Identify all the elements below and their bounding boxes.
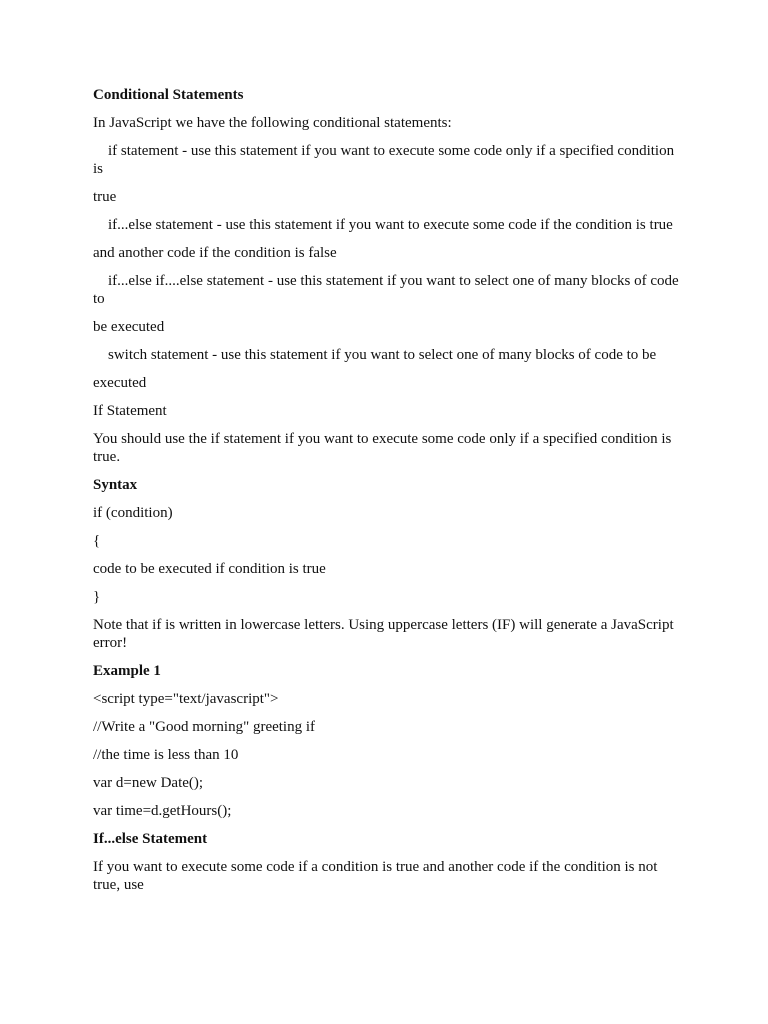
heading-conditional-statements: Conditional Statements xyxy=(93,87,244,103)
heading-if-else-statement: If...else Statement xyxy=(93,831,208,847)
heading-example-1: Example 1 xyxy=(93,663,161,679)
code-line: //Write a "Good morning" greeting if xyxy=(93,719,316,735)
if-statement-description: if statement - use this statement if you want to execute some code only if a specified condition is xyxy=(93,143,678,177)
intro-text: In JavaScript we have the following conditional statements: xyxy=(93,115,452,131)
document-page xyxy=(93,86,683,904)
code-line: <script type="text/javascript"> xyxy=(93,691,279,707)
switch-description-cont: executed xyxy=(93,375,147,391)
if-statement-usage: You should use the if statement if you want to execute some code only if a specified condition is true. xyxy=(93,431,676,465)
code-line: code to be executed if condition is true xyxy=(93,561,326,577)
if-else-if-description: if...else if....else statement - use this statement if you want to select one of many blocks of code to xyxy=(93,273,683,307)
heading-syntax: Syntax xyxy=(93,477,138,493)
code-line: { xyxy=(93,533,101,549)
if-statement-title: If Statement xyxy=(93,403,167,419)
code-line: } xyxy=(93,589,101,605)
code-line: //the time is less than 10 xyxy=(93,747,239,763)
lowercase-note: Note that if is written in lowercase letters. Using uppercase letters (IF) will generate a JavaScript error! xyxy=(93,617,678,651)
if-statement-description-cont: true xyxy=(93,189,117,205)
code-line: var d=new Date(); xyxy=(93,775,204,791)
if-else-if-description-cont: be executed xyxy=(93,319,165,335)
code-line: if (condition) xyxy=(93,505,173,521)
switch-description: switch statement - use this statement if you want to select one of many blocks of code to be xyxy=(93,347,657,363)
if-else-description: if...else statement - use this statement if you want to execute some code if the condition is true xyxy=(93,217,673,233)
if-else-description-cont: and another code if the condition is false xyxy=(93,245,337,261)
if-else-usage: If you want to execute some code if a condition is true and another code if the condition is not true, use xyxy=(93,859,662,893)
code-line: var time=d.getHours(); xyxy=(93,803,232,819)
